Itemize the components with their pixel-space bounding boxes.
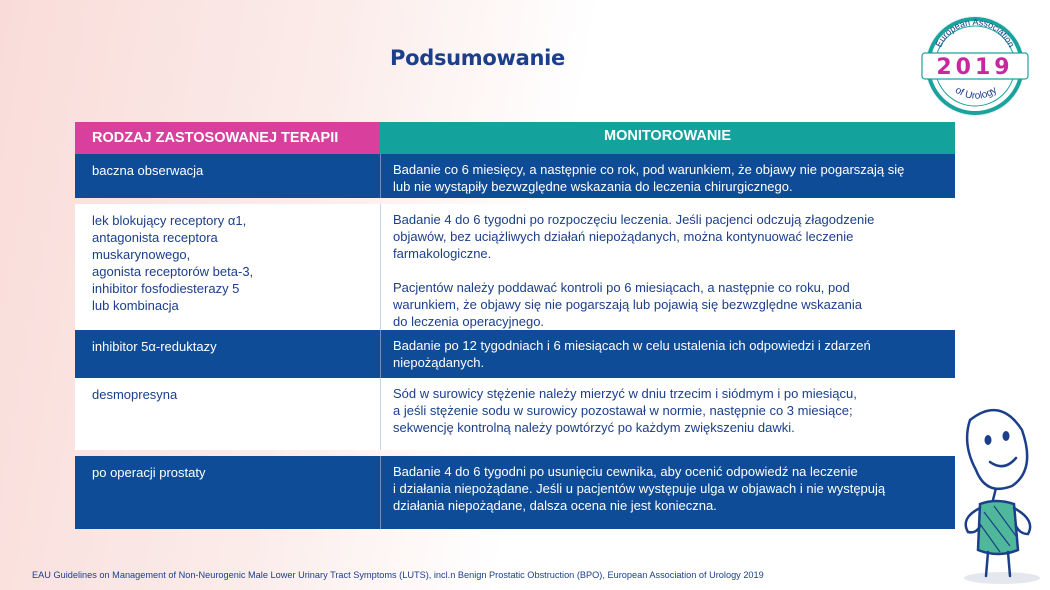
monitoring-cell: Badanie co 6 miesięcy, a następnie co rok, pod warunkiem, że objawy nie pogarszają się lub nie wystąpiły bezwzględne wskazania do leczenia chirurgicznego.	[380, 154, 955, 198]
table-row	[75, 378, 955, 450]
svg-text:2019: 2019	[936, 55, 1014, 80]
header-therapy: RODZAJ ZASTOSOWANEJ TERAPII	[75, 122, 380, 154]
therapy-cell: baczna obserwacja	[92, 163, 204, 178]
svg-text:European Association: European Association	[933, 16, 1017, 49]
therapy-cell: po operacji prostaty	[92, 465, 206, 480]
citation-footer: EAU Guidelines on Management of Non-Neurogenic Male Lower Urinary Tract Symptoms (LUTS), incl.n Benign Prostatic Obstruction (BPO), European Association of Urology 2019	[32, 570, 764, 580]
table-row	[75, 204, 955, 330]
therapy-cell: inhibitor 5α-reduktazy	[92, 339, 217, 354]
header-monitoring: MONITOROWANIE	[380, 122, 955, 154]
page-title: Podsumowanie	[390, 46, 565, 70]
monitoring-cell: Sód w surowicy stężenie należy mierzyć w dniu trzecim i siódmym i po miesiącu, a jeśli stężenie sodu w surowicy pozostawał w normie, następnie co 3 miesiące; sekwencję kontrolną należy powtórzyć po każdym zwiększeniu dawki.	[380, 378, 955, 450]
stick-figure-illustration-icon	[940, 400, 1050, 590]
table-row	[75, 154, 955, 198]
eau-2019-badge-icon	[916, 10, 1034, 120]
table-row	[75, 456, 955, 529]
therapy-cell: lek blokujący receptory α1, antagonista receptora muskarynowego, agonista receptorów beta-3, inhibitor fosfodiesterazy 5 lub kombinacja	[92, 213, 254, 313]
monitoring-cell: Badanie 4 do 6 tygodni po usunięciu cewnika, aby ocenić odpowiedź na leczenie i działania niepożądane. Jeśli u pacjentów występuje ulga w objawach i nie występują działania niepożądane, dalsza ocena nie jest konieczna.	[380, 456, 955, 529]
table-row	[75, 330, 955, 378]
therapy-cell: desmopresyna	[92, 387, 178, 402]
table-header	[75, 122, 955, 154]
monitoring-cell: Badanie po 12 tygodniach i 6 miesiącach w celu ustalenia ich odpowiedzi i zdarzeń niepożądanych.	[380, 330, 955, 378]
monitoring-table	[75, 122, 955, 529]
svg-text:of Urology: of Urology	[953, 84, 999, 102]
monitoring-cell: Badanie 4 do 6 tygodni po rozpoczęciu leczenia. Jeśli pacjenci odczują złagodzenie objawów, bez uciążliwych działań niepożądanych, można kontynuować leczenie farmakologiczne. Pacjentów należy poddawać kontroli po 6 miesiącach, a następnie co roku, pod warunkiem, że objawy się nie pogarszają lub pojawią się bezwzględne wskazania do leczenia operacyjnego.	[380, 204, 955, 330]
